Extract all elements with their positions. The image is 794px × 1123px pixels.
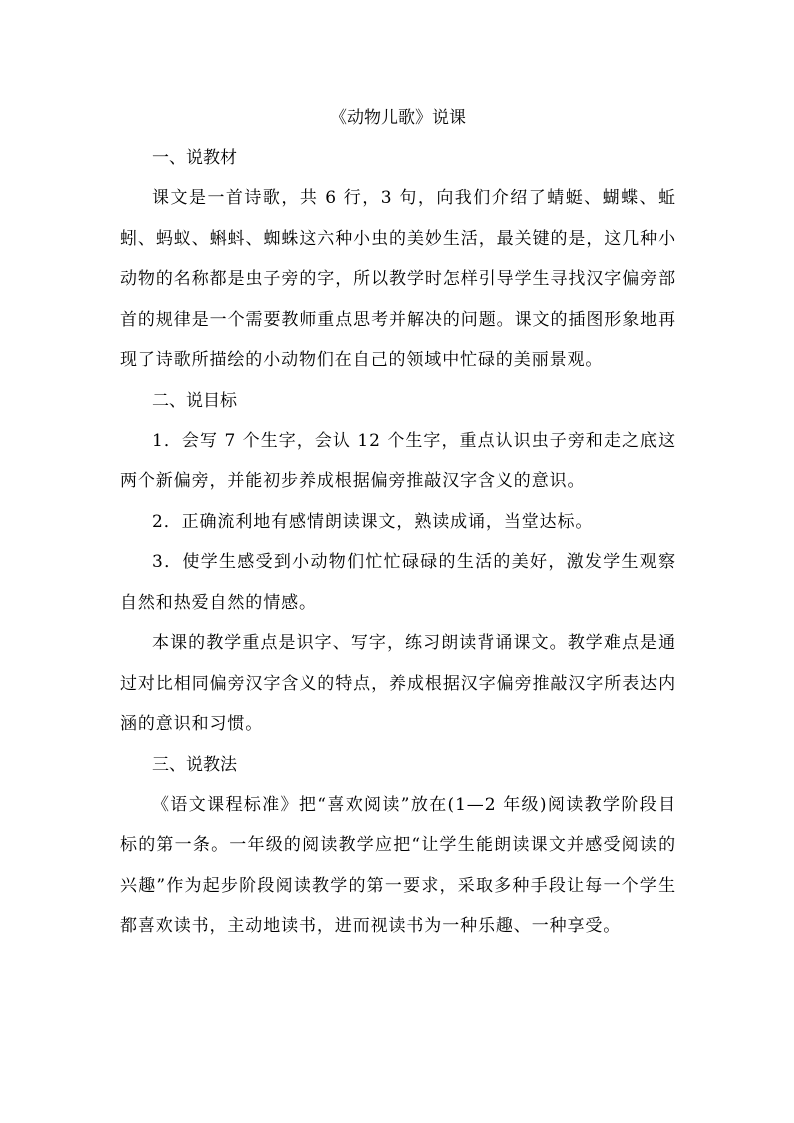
section-heading-goals: 二、说目标: [152, 390, 237, 411]
paragraph-key-points: 本课的教学重点是识字、写字，练习朗读背诵课文。教学难点是通过对比相同偏旁汉字含义的特点，养成根据汉字偏旁推敲汉字所表达内涵的意识和习惯。: [120, 633, 676, 734]
document-title: 《动物儿歌》说课: [330, 108, 466, 128]
paragraph-goal-3: 3．使学生感受到小动物们忙忙碌碌的生活的美好，激发学生观察自然和热爱自然的情感。: [120, 552, 676, 613]
section-heading-textbook: 一、说教材: [152, 148, 237, 168]
paragraph-goal-1: 1．会写 7 个生字，会认 12 个生字，重点认识虫子旁和走之底这两个新偏旁，并能初步养成根据偏旁推敲汉字含义的意识。: [120, 430, 676, 491]
paragraph-textbook-intro: 课文是一首诗歌，共 6 行，3 句，向我们介绍了蜻蜓、蝴蝶、蚯蚓、蚂蚁、蝌蚪、蜘蛛这六种小虫的美妙生活，最关键的是，这几种小动物的名称都是虫子旁的字，所以教学时怎样引导学生寻找汉字偏旁部首的规律是一个需要教师重点思考并解决的问题。课文的插图形象地再现了诗歌所描绘的小动物们在自己的领域中忙碌的美丽景观。: [120, 188, 676, 370]
document-body: [120, 98, 676, 947]
paragraph-goal-2: 2．正确流利地有感情朗读课文，熟读成诵，当堂达标。: [152, 511, 594, 532]
section-heading-methods: 三、说教法: [152, 754, 237, 775]
paragraph-methods: 《语文课程标准》把“喜欢阅读”放在(1—2 年级)阅读教学阶段目标的第一条。一年级的阅读教学应把“让学生能朗读课文并感受阅读的兴趣”作为起步阶段阅读教学的第一要求，采取多种手段让每一个学生都喜欢读书，主动地读书，进而视读书为一种乐趣、一种享受。: [120, 794, 676, 936]
